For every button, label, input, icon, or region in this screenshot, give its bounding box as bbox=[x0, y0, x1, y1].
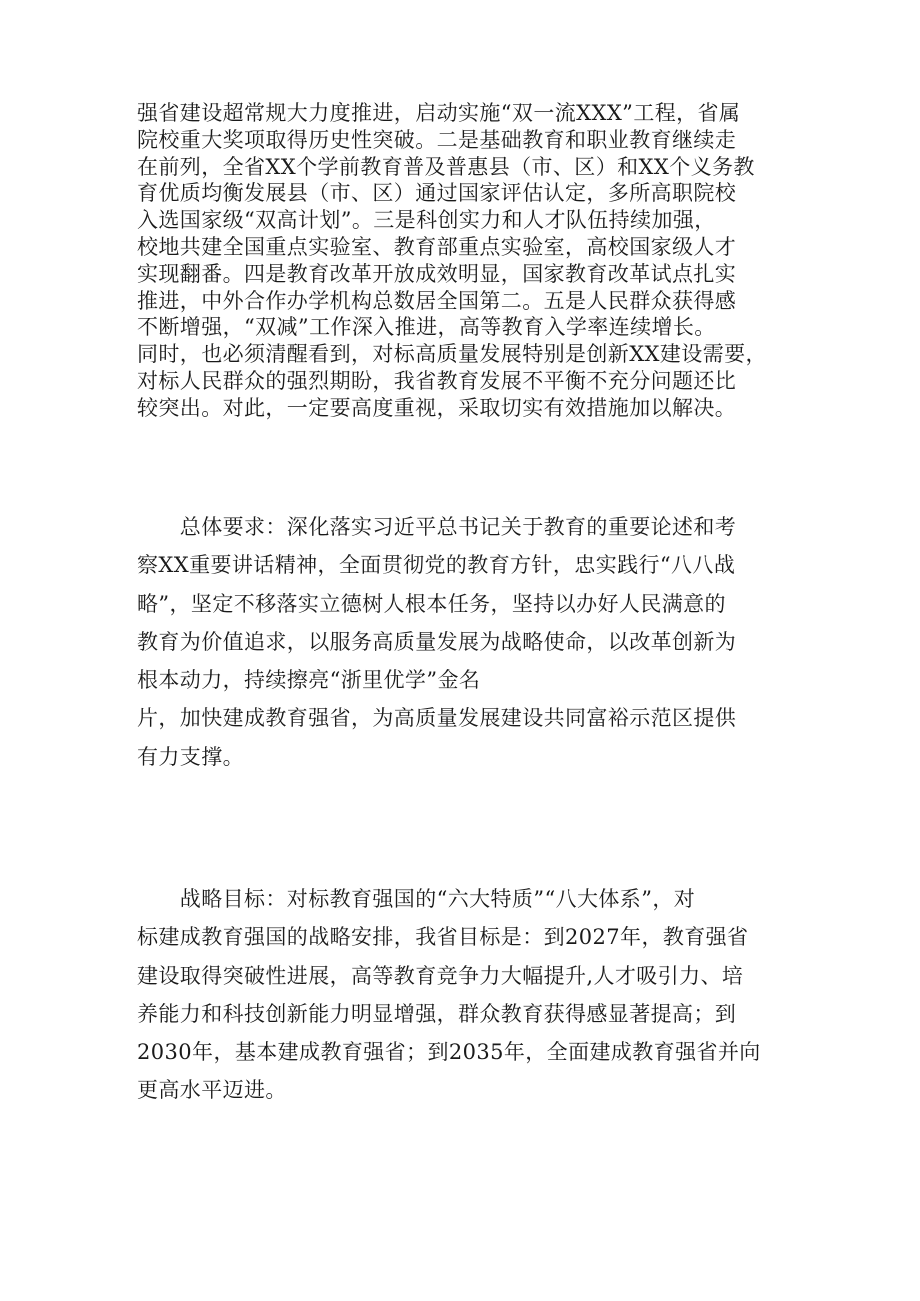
text-line: 察XX重要讲话精神，全面贯彻党的教育方针，忠实践行“八八战 bbox=[137, 553, 736, 578]
text-line: 教育为价值追求，以服务高质量发展为战略使命，以改革创新为 bbox=[137, 629, 737, 654]
text-line: 标建成教育强国的战略安排，我省目标是：到2027年，教育强省 bbox=[137, 925, 749, 950]
text-line: 院校重大奖项取得历史性突破。二是基础教育和职业教育继续走 bbox=[137, 127, 737, 152]
paragraph-achievements bbox=[137, 100, 787, 422]
text-line: 校地共建全国重点实验室、教育部重点实验室，高校国家级人才 bbox=[137, 234, 737, 259]
text-line: 同时，也必须清醒看到，对标高质量发展特别是创新XX建设需要， bbox=[137, 342, 767, 367]
text-line: 略”，坚定不移落实立德树人根本任务，坚持以办好人民满意的 bbox=[137, 591, 726, 616]
text-line: 对标人民群众的强烈期盼，我省教育发展不平衡不充分问题还比 bbox=[137, 368, 737, 393]
text-line: 育优质均衡发展县（市、区）通过国家评估认定，多所高职院校 bbox=[137, 181, 737, 206]
text-line: 战略目标：对标教育强国的“六大特质”“八大体系”，对 bbox=[137, 887, 696, 911]
text-line: 建设取得突破性进展，高等教育竞争力大幅提升,人才吸引力、培 bbox=[137, 963, 744, 988]
text-line: 实现翻番。四是教育改革开放成效明显，国家教育改革试点扎实 bbox=[137, 261, 737, 286]
text-line: 更高水平迈进。 bbox=[137, 1078, 287, 1103]
text-line: 片，加快建成教育强省，为高质量发展建设共同富裕示范区提供 bbox=[137, 706, 737, 731]
text-line: 2030年，基本建成教育强省；到2035年，全面建成教育强省并向 bbox=[137, 1040, 761, 1065]
text-line: 推进，中外合作办学机构总数居全国第二。五是人民群众获得感 bbox=[137, 288, 737, 313]
text-line: 不断增强，“双减”工作深入推进，高等教育入学率连续增长。 bbox=[137, 315, 716, 340]
paragraph-strategic-goals bbox=[137, 880, 787, 1110]
text-line: 强省建设超常规大力度推进，启动实施“双一流XXX”工程，省属 bbox=[137, 101, 741, 125]
text-line: 在前列，全省XX个学前教育普及普惠县（市、区）和XX个义务教 bbox=[137, 154, 755, 179]
paragraph-overall-requirements bbox=[137, 508, 787, 776]
text-line: 总体要求：深化落实习近平总书记关于教育的重要论述和考 bbox=[137, 515, 737, 539]
text-line: 入选国家级“双高计划”。三是科创实力和人才队伍持续加强， bbox=[137, 208, 716, 233]
text-line: 较突出。对此，一定要高度重视，采取切实有效措施加以解决。 bbox=[137, 395, 737, 420]
text-line: 养能力和科技创新能力明显增强，群众教育获得感显著提高；到 bbox=[137, 1001, 737, 1026]
text-line: 根本动力，持续擦亮“浙里优学”金名 bbox=[137, 668, 481, 693]
text-line: 有力支撑。 bbox=[137, 744, 244, 769]
